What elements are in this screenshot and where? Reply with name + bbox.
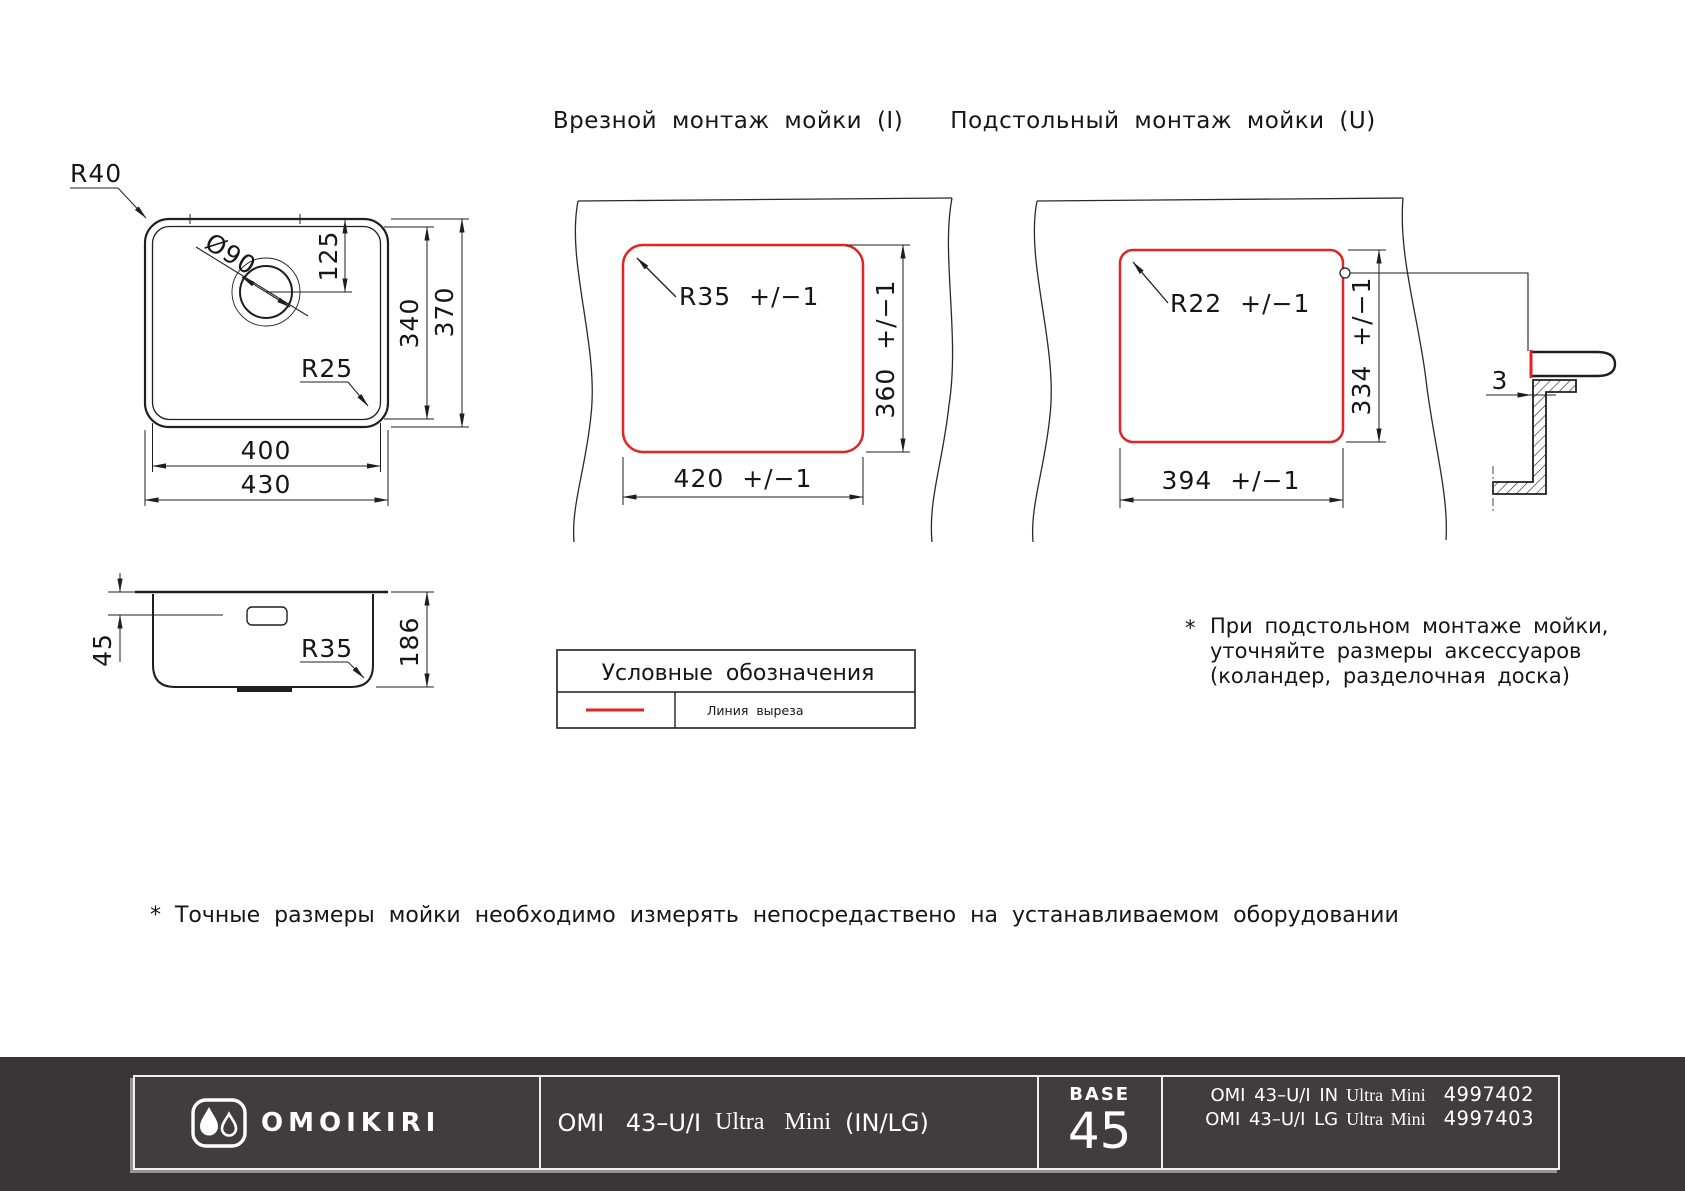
label-340: 340: [395, 297, 424, 349]
label-394: 394 +/−1: [1161, 466, 1301, 495]
label-186: 186: [395, 616, 424, 668]
under-mount-note: [1185, 614, 1608, 688]
note-line-1: При подстольном монтаже мойки,: [1210, 614, 1609, 638]
sink-wall-section: [1493, 380, 1576, 494]
part-number-row: [1210, 1083, 1534, 1107]
model-finish: (IN/LG): [845, 1108, 929, 1137]
sink-top-view-labels: [70, 159, 459, 499]
legend-title: Условные обозначения: [601, 661, 875, 686]
label-125: 125: [314, 230, 343, 282]
countertop-top-edge: [578, 198, 952, 201]
countertop-right-edge: [1402, 198, 1446, 540]
cutout-line-under: [1120, 250, 1343, 442]
model-prefix: OMI 43–U/I: [557, 1108, 702, 1137]
part-series: Ultra Mini: [1346, 1085, 1426, 1105]
omoikiri-logo-icon: [191, 1098, 247, 1148]
label-370: 370: [430, 286, 459, 338]
base-label: BASE: [1069, 1084, 1131, 1105]
countertop-top-edge: [1037, 198, 1403, 201]
part-series: Ultra Mini: [1346, 1109, 1426, 1129]
countertop-left-edge: [574, 201, 593, 542]
label-r35-side: R35: [301, 634, 354, 663]
part-code: 4997403: [1443, 1107, 1534, 1130]
brand-cell: [135, 1077, 539, 1168]
countertop-section-edge: [1531, 352, 1615, 376]
sink-bowl-edge: [153, 227, 381, 420]
countertop-right-edge: [931, 198, 952, 542]
label-d90: Ø90: [200, 227, 262, 281]
model-series: Ultra Mini: [715, 1109, 832, 1135]
label-offset-3: 3: [1491, 366, 1509, 395]
cutout-line-inset: [623, 245, 863, 452]
sink-outer-rim: [145, 219, 388, 427]
inset-mount-title: Врезной монтаж мойки (I): [552, 108, 904, 134]
detail-leader: [1350, 273, 1528, 351]
label-45: 45: [88, 633, 117, 667]
label-400: 400: [240, 436, 292, 465]
sink-side-view: [108, 573, 434, 692]
brand-name: OMOIKIRI: [261, 1107, 441, 1138]
footer-band: [0, 1057, 1685, 1191]
label-360: 360 +/−1: [871, 279, 900, 419]
note-asterisk: *: [1185, 616, 1196, 640]
part-model: OMI 43–U/I LG: [1205, 1109, 1339, 1130]
note-line-2: уточняйте размеры аксессуаров: [1210, 639, 1582, 663]
base-value: 45: [1067, 1102, 1132, 1160]
drain-boss: [237, 687, 292, 692]
label-420: 420 +/−1: [673, 464, 813, 493]
label-r40: R40: [70, 159, 123, 188]
model-cell: [539, 1077, 1036, 1168]
part-model: OMI 43–U/I IN: [1210, 1085, 1339, 1106]
label-r22: R22 +/−1: [1170, 289, 1311, 318]
under-mount-title: Подстольный монтаж мойки (U): [950, 108, 1376, 134]
part-number-row: [1205, 1107, 1534, 1131]
overflow-hole: [247, 607, 287, 625]
legend-cut-line-label: Линия выреза: [707, 703, 804, 718]
note-line-3: (коландер, разделочная доска): [1210, 664, 1570, 688]
label-430: 430: [240, 470, 292, 499]
label-334: 334 +/−1: [1347, 276, 1376, 416]
bottom-note: * Точные размеры мойки необходимо измерять непосредаствено на устанавливаемом оборудовании: [150, 903, 1399, 928]
detail-marker-circle: [1340, 268, 1350, 278]
label-r35-inset: R35 +/−1: [679, 282, 820, 311]
base-cell: [1037, 1077, 1161, 1168]
label-r25: R25: [301, 354, 354, 383]
countertop-left-edge: [1033, 201, 1052, 542]
part-code: 4997402: [1443, 1083, 1534, 1106]
part-numbers-cell: [1161, 1077, 1558, 1168]
inset-mount-labels: [674, 280, 900, 493]
water-drop-outline-icon: [222, 1114, 236, 1136]
title-block: [133, 1075, 1560, 1170]
water-drop-filled-icon: [200, 1107, 218, 1136]
